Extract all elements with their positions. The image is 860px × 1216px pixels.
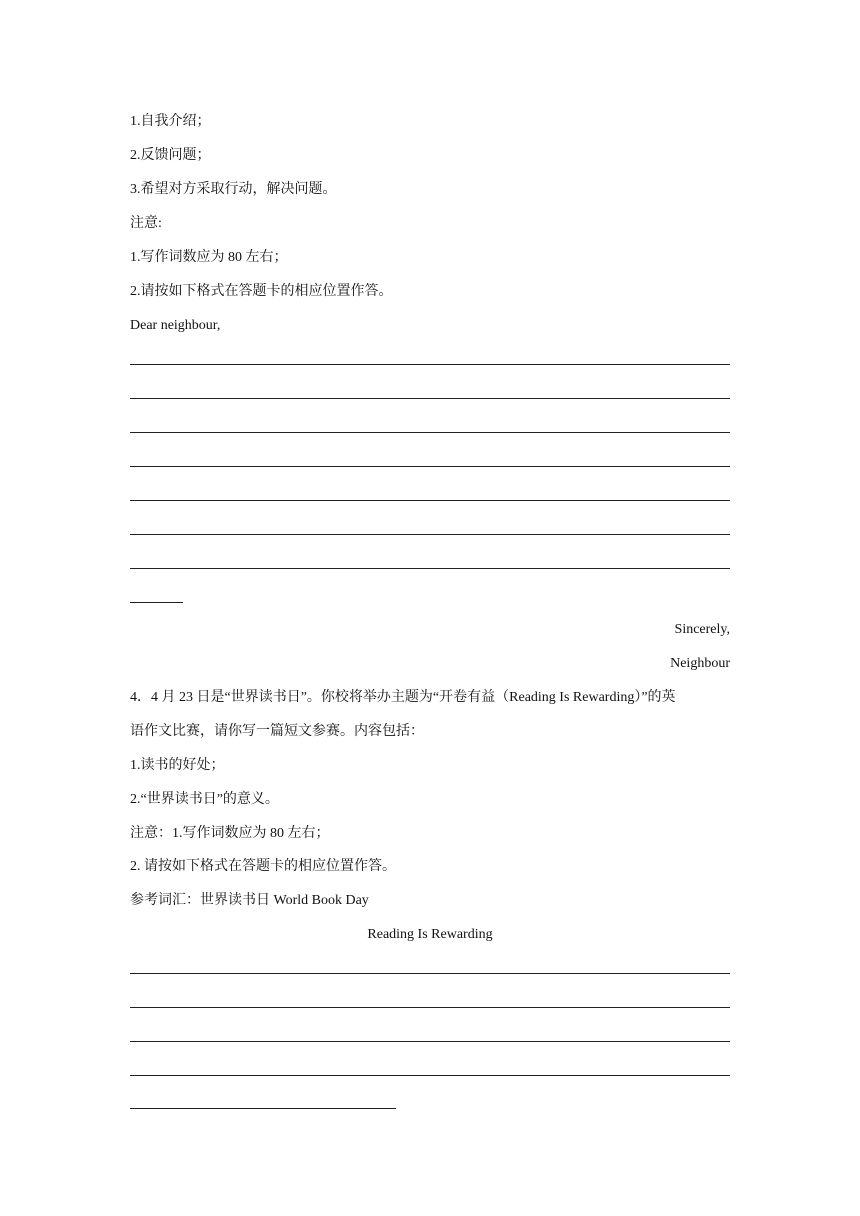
answer-line[interactable] — [130, 466, 730, 467]
answer-line[interactable] — [130, 568, 730, 569]
answer-line[interactable] — [130, 1075, 730, 1076]
answer-line[interactable] — [130, 1041, 730, 1042]
note-item-2: 2.请按如下格式在答题卡的相应位置作答。 — [130, 284, 393, 299]
question-4-prompt-line1: 4．4 月 23 日是“世界读书日”。你校将举办主题为“开卷有益（Reading Is Rewarding）”的英 — [130, 690, 676, 705]
content-item-1: 1.读书的好处； — [130, 758, 225, 773]
requirement-item-3: 3.希望对方采取行动，解决问题。 — [130, 182, 337, 197]
note-line-2: 2. 请按如下格式在答题卡的相应位置作答。 — [130, 859, 396, 874]
letter-salutation: Dear neighbour, — [130, 318, 221, 333]
answer-line[interactable] — [130, 500, 730, 501]
answer-line-short[interactable] — [130, 1108, 396, 1109]
answer-line[interactable] — [130, 364, 730, 365]
letter-signature: Neighbour — [670, 656, 730, 671]
question-4-prompt-line2: 语作文比赛，请你写一篇短文参赛。内容包括： — [130, 724, 424, 739]
essay-title: Reading Is Rewarding — [367, 927, 493, 942]
answer-line-short[interactable] — [130, 602, 183, 603]
note-line-1: 注意：1.写作词数应为 80 左右； — [130, 826, 330, 841]
answer-line[interactable] — [130, 1007, 730, 1008]
content-item-2: 2.“世界读书日”的意义。 — [130, 792, 279, 807]
note-item-1: 1.写作词数应为 80 左右； — [130, 250, 288, 265]
requirement-item-2: 2.反馈问题； — [130, 148, 211, 163]
answer-line[interactable] — [130, 432, 730, 433]
reference-vocabulary: 参考词汇：世界读书日 World Book Day — [130, 893, 369, 908]
requirement-item-1: 1.自我介绍； — [130, 114, 211, 129]
answer-line[interactable] — [130, 398, 730, 399]
letter-closing: Sincerely, — [674, 622, 730, 637]
answer-line[interactable] — [130, 534, 730, 535]
note-label: 注意: — [130, 216, 162, 231]
answer-line[interactable] — [130, 973, 730, 974]
